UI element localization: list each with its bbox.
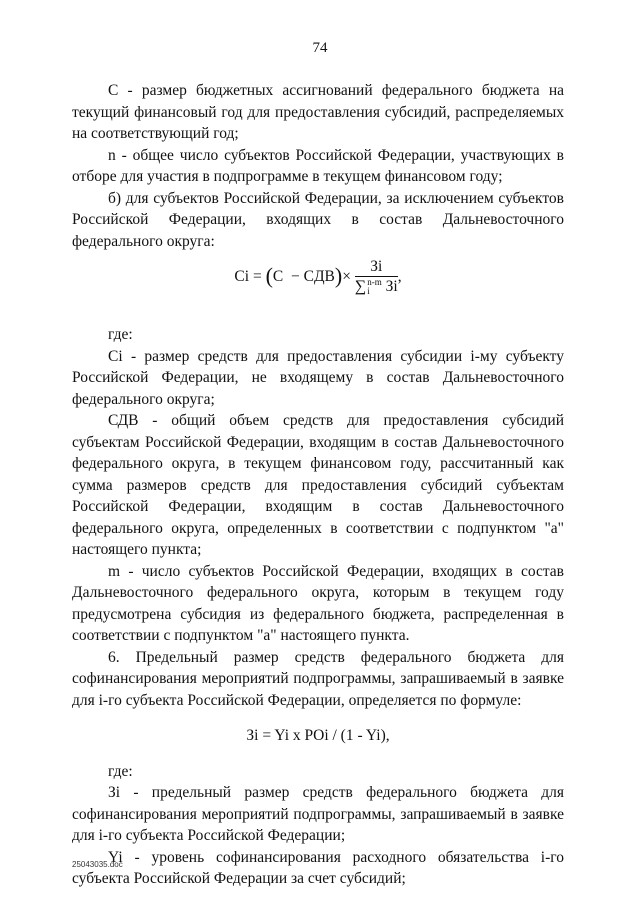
formula-ci	[72, 258, 564, 318]
where-label-1: где:	[108, 326, 133, 343]
document-body	[72, 80, 564, 890]
file-name-footer: 25043035.doc	[72, 860, 123, 869]
paragraph-m-definition: m - число субъектов Российской Федерации, входящих в состав Дальневосточного федерального округа, которым в текущем году предусмотрена субсидия из федерального бюджета, распределенная в соответствии с подпунктом "а" настоящего пункта.	[72, 562, 564, 644]
formula-ci-cdv: CДВ	[303, 268, 335, 286]
formula-zi: Зi = Yi x POi / (1 - Yi),	[246, 727, 390, 744]
formula-ci-close-paren: )	[334, 263, 343, 289]
paragraph-item-6: 6. Предельный размер средств федерального бюджета для софинансирования мероприятий подпрограммы, запрашиваемый в заявке для i-го субъекта Российской Федерации, определяется по формуле:	[72, 648, 564, 709]
paragraph-ci-definition: Ci - размер средств для предоставления субсидии i-му субъекту Российской Федерации, не входящему в состав Дальневосточного федерального округа;	[72, 347, 564, 408]
paragraph-cdv-definition: СДВ - общий объем средств для предоставления субсидий субъектам Российской Федерации, входящим в состав Дальневосточного федерального округа, в текущем финансовом году, рассчитанный как сумма размеров средств для предоставления субсидий субъектам Российской Федерации, входящим в состав Дальневосточного федерального округа, определенных в соответствии с подпунктом "а" настоящего пункта;	[72, 412, 564, 558]
formula-ci-limits	[367, 278, 382, 296]
formula-ci-open-paren: (	[265, 263, 273, 289]
formula-ci-denominator	[355, 277, 398, 297]
paragraph-c-definition: С - размер бюджетных ассигнований федерального бюджета на текущий финансовый год для предоставления субсидий, распределяемых на соответствующий год;	[72, 82, 564, 142]
where-label-2: где:	[108, 762, 133, 780]
formula-ci-minus: −	[291, 268, 300, 286]
formula-ci-times: ×	[342, 268, 351, 286]
formula-ci-den-term: Зi	[385, 278, 398, 295]
formula-ci-eq: =	[252, 268, 262, 286]
formula-ci-fraction	[355, 258, 398, 297]
formula-ci-c: C	[272, 268, 284, 286]
formula-ci-sigma: ∑	[354, 278, 367, 295]
paragraph-zi-definition: Зi - предельный размер средств федерального бюджета для софинансирования мероприятий подпрограммы, запрашиваемый в заявке для i-го субъекта Российской Федерации;	[72, 784, 564, 844]
formula-ci-upper-limit: n-m	[367, 277, 382, 288]
formula-ci-tail: ,	[397, 268, 402, 286]
page-number: 74	[312, 40, 328, 56]
formula-ci-lhs: Ci	[234, 268, 250, 286]
formula-ci-lower-limit: i	[367, 286, 370, 297]
formula-ci-numerator: Зi	[355, 258, 398, 277]
paragraph-subjects-except-fareast: б) для субъектов Российской Федерации, за исключением субъектов Российской Федерации, входящих в состав Дальневосточного федерального округа:	[72, 189, 564, 250]
paragraph-n-definition: n - общее число субъектов Российской Федерации, участвующих в отборе для участия в подпрограмме в текущем финансовом году;	[72, 146, 564, 185]
paragraph-yi-definition: Yi - уровень софинансирования расходного обязательства i-го субъекта Российской Федерации за счет субсидий;	[72, 848, 564, 887]
